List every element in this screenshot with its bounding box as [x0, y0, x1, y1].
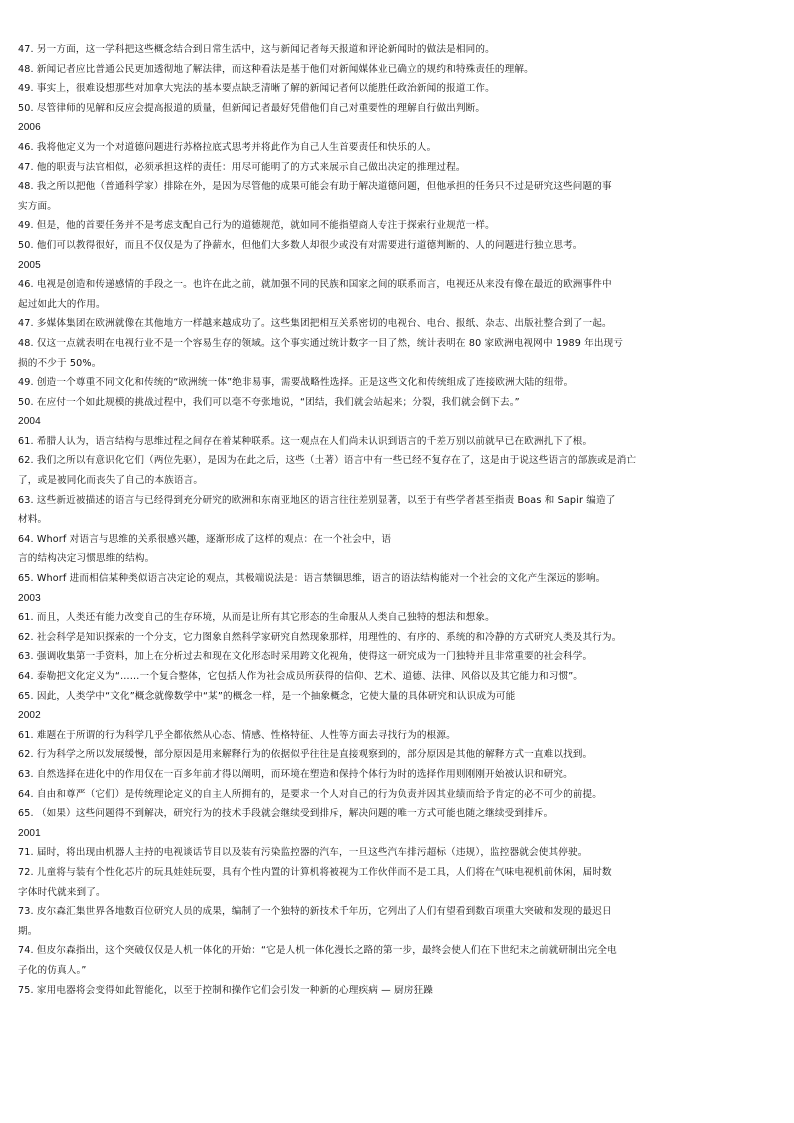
text-line: 71. 届时，将出现由机器人主持的电视谈话节目以及装有污染监控器的汽车，一旦这些汽车排污超标（违规），监控器就会使其停驶。	[18, 847, 588, 859]
text-line: 期。	[18, 925, 38, 937]
text-line: 74. 但皮尔森指出，这个突破仅仅是人机一体化的开始：“它是人机一体化漫长之路的第一步，最终会使人们在下世纪末之前就研制出完全电	[18, 945, 617, 957]
text-line: 73. 皮尔森汇集世界各地数百位研究人员的成果，编制了一个独特的新技术千年历，它列出了人们有望看到数百项重大突破和发现的最迟日	[18, 906, 612, 918]
text-line: 46. 电视是创造和传递感情的手段之一。也许在此之前，就加强不同的民族和国家之间的联系而言，电视还从来没有像在最近的欧洲事件中	[18, 279, 612, 291]
text-line: 48. 我之所以把他（普通科学家）排除在外，是因为尽管他的成果可能会有助于解决道德问题，但他承担的任务只不过是研究这些问题的事	[18, 181, 612, 193]
year-heading: 2002	[18, 710, 41, 722]
text-line: 字体时代就来到了。	[18, 886, 106, 898]
year-heading: 2001	[18, 827, 41, 839]
text-line: 材料。	[18, 514, 48, 526]
text-line: 49. 创造一个尊重不同文化和传统的“欧洲统一体”绝非易事，需要战略性选择。正是这些文化和传统组成了连接欧洲大陆的纽带。	[18, 377, 574, 389]
text-line: 64. 泰勒把文化定义为“……一个复合整体，它包括人作为社会成员所获得的信仰、艺术、道德、法律、风俗以及其它能力和习惯”。	[18, 671, 584, 682]
text-line: 61. 难题在于所谓的行为科学几乎全都依然从心态、情感、性格特征、人性等方面去寻找行为的根源。	[18, 729, 456, 741]
text-line: 65. 因此，人类学中“文化”概念就像数学中“某”的概念一样，是一个抽象概念，它使大量的具体研究和认识成为可能	[18, 690, 516, 702]
text-line: 50. 在应付一个如此规模的挑战过程中，我们可以毫不夸张地说，“团结，我们就会站起来；分裂，我们就会倒下去。”	[18, 396, 520, 408]
text-line: 61. 而且，人类还有能力改变自己的生存环境，从而是让所有其它形态的生命服从人类自己独特的想法和想象。	[18, 612, 495, 624]
text-line: 损的不少于 50%。	[18, 357, 102, 369]
text-line: 63. 这些新近被描述的语言与已经得到充分研究的欧洲和东南亚地区的语言往往差别显著，以至于有些学者甚至指责 Boas 和 Sapir 编造了	[18, 494, 616, 506]
text-line: 起过如此大的作用。	[18, 298, 106, 310]
text-line: 62. 我们之所以有意识化它们（两位先驱），是因为在此之后，这些（土著）语言中有一些已经不复存在了，这是由于说这些语言的部族或是消亡	[18, 455, 637, 467]
text-line: 46. 我将他定义为一个对道德问题进行苏格拉底式思考并将此作为自己人生首要责任和快乐的人。	[18, 141, 437, 153]
text-line: 47. 另一方面，这一学科把这些概念结合到日常生活中，这与新闻记者每天报道和评论新闻时的做法是相同的。	[18, 44, 495, 55]
text-line: 65. Whorf 进而相信某种类似语言决定论的观点，其极端说法是：语言禁锢思维，语言的语法结构能对一个社会的文化产生深远的影响。	[18, 573, 606, 585]
text-line: 48. 新闻记者应比普通公民更加透彻地了解法律，而这种看法是基于他们对新闻媒体业已确立的规约和特殊责任的理解。	[18, 63, 534, 75]
text-line: 72. 儿童将与装有个性化芯片的玩具娃娃玩耍，具有个性内置的计算机将被视为工作伙伴而不是工具，人们将在气味电视机前休闲，届时数	[18, 866, 612, 878]
year-heading: 2003	[18, 592, 41, 604]
text-line: 65. （如果）这些问题得不到解决，研究行为的技术手段就会继续受到排斥，解决问题的唯一方式可能也随之继续受到排斥。	[18, 808, 554, 820]
text-line: 48. 仅这一点就表明在电视行业不是一个容易生存的领域。这个事实通过统计数字一目了然，统计表明在 80 家欧洲电视网中 1989 年出现亏	[18, 337, 624, 349]
text-line: 63. 自然选择在进化中的作用仅在一百多年前才得以阐明，而环境在塑造和保持个体行为时的选择作用则刚刚开始被认识和研究。	[18, 768, 573, 780]
text-line: 47. 多媒体集团在欧洲就像在其他地方一样越来越成功了。这些集团把相互关系密切的电视台、电台、报纸、杂志、出版社整合到了一起。	[18, 318, 612, 330]
text-line: 47. 他的职责与法官相似，必须承担这样的责任：用尽可能明了的方式来展示自己做出决定的推理过程。	[18, 161, 466, 173]
text-line: 50. 他们可以教得很好，而且不仅仅是为了挣薪水，但他们大多数人却很少或没有对需要进行道德判断的、人的问题进行独立思考。	[18, 239, 583, 251]
text-line: 言的结构决定习惯思维的结构。	[18, 553, 155, 565]
text-line: 63. 强调收集第一手资料，加上在分析过去和现在文化形态时采用跨文化视角，使得这一研究成为一门独特并且非常重要的社会科学。	[18, 651, 593, 663]
text-line: 64. Whorf 对语言与思维的关系很感兴趣，逐渐形成了这样的观点：在一个社会中，语	[18, 533, 392, 545]
text-line: 50. 尽管律师的见解和反应会提高报道的质量，但新闻记者最好凭借他们自己对重要性的理解自行做出判断。	[18, 102, 486, 114]
text-line: 62. 社会科学是知识探索的一个分支，它力图象自然科学家研究自然现象那样，用理性的、有序的、系统的和冷静的方式研究人类及其行为。	[18, 631, 622, 643]
text-line: 61. 希腊人认为，语言结构与思维过程之间存在着某种联系。这一观点在人们尚未认识到语言的千差万别以前就早已在欧洲扎下了根。	[18, 435, 593, 447]
text-line: 子化的仿真人。”	[18, 964, 87, 976]
year-heading: 2004	[18, 416, 41, 428]
text-line: 实方面。	[18, 200, 57, 212]
text-line: 49. 事实上，很难设想那些对加拿大宪法的基本要点缺乏清晰了解的新闻记者何以能胜任政治新闻的报道工作。	[18, 83, 495, 95]
text-line: 75. 家用电器将会变得如此智能化，以至于控制和操作它们会引发一种新的心理疾病 — 厨房狂躁	[18, 984, 434, 996]
text-line: 49. 但是，他的首要任务并不是考虑支配自己行为的道德规范，就如同不能指望商人专注于探索行业规范一样。	[18, 220, 495, 232]
text-line: 64. 自由和尊严（它们）是传统理论定义的自主人所拥有的，是要求一个人对自己的行为负责并因其业绩而给予肯定的必不可少的前提。	[18, 788, 603, 800]
year-heading: 2005	[18, 259, 41, 271]
text-line: 了，或是被同化而丧失了自己的本族语言。	[18, 475, 204, 487]
text-line: 62. 行为科学之所以发展缓慢，部分原因是用来解释行为的依据似乎往往是直接观察到的，部分原因是其他的解释方式一直难以找到。	[18, 749, 593, 761]
year-heading: 2006	[18, 122, 41, 134]
